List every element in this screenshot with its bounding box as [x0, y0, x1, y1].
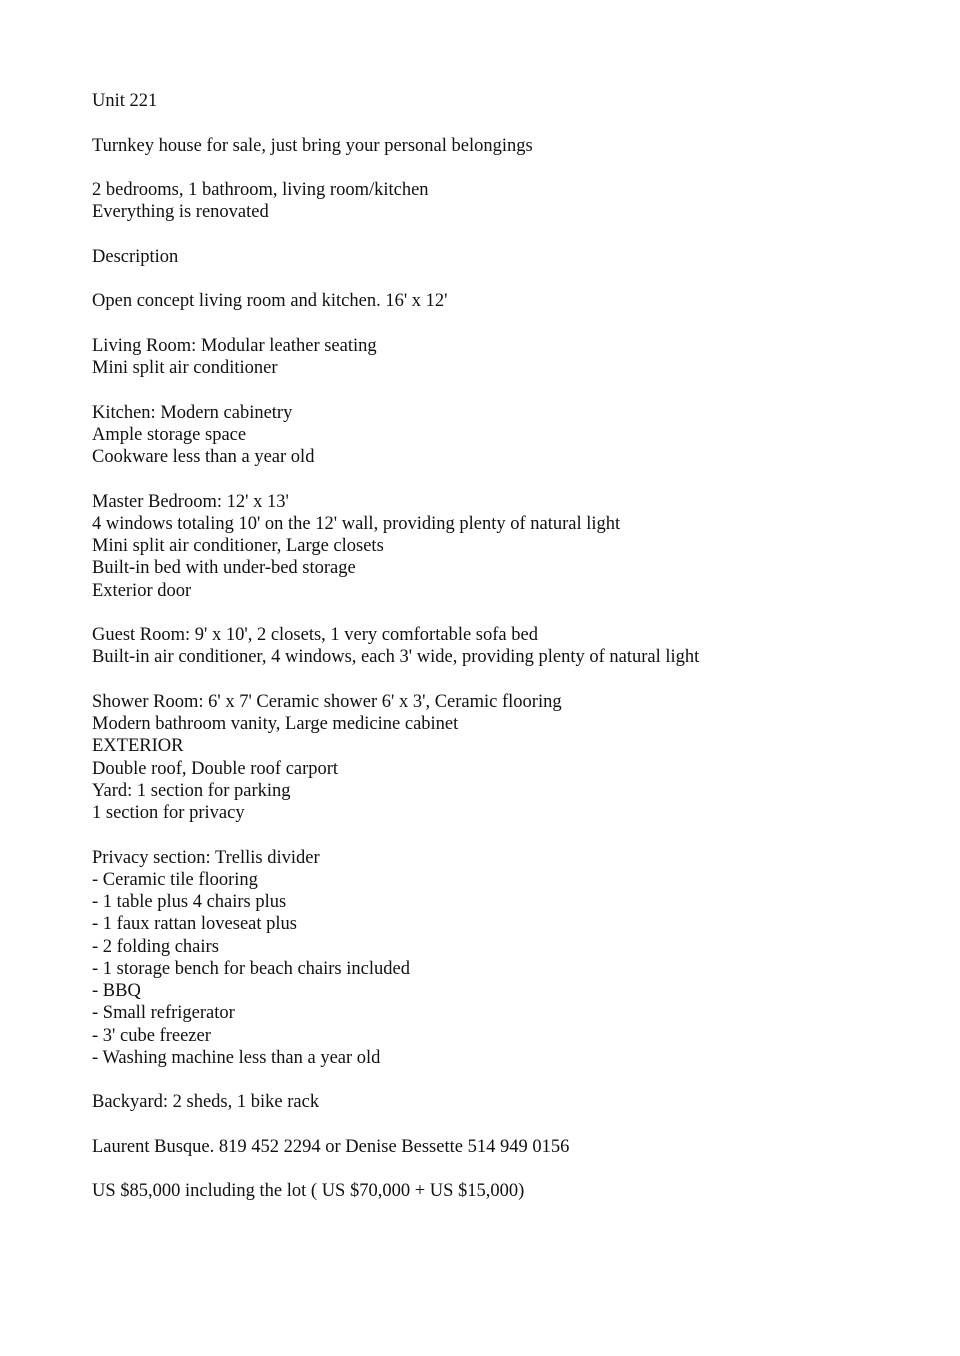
text-line: 2 bedrooms, 1 bathroom, living room/kitchen [92, 180, 429, 200]
paragraph [92, 1136, 932, 1158]
paragraph [92, 246, 932, 268]
text-line: Guest Room: 9' x 10', 2 closets, 1 very comfortable sofa bed [92, 625, 538, 645]
text-line: Mini split air conditioner, Large closets [92, 536, 384, 556]
text-line: Unit 221 [92, 91, 158, 111]
text-line: Kitchen: Modern cabinetry [92, 402, 293, 423]
text-line: 4 windows totaling 10' on the 12' wall, providing plenty of natural light [92, 513, 621, 534]
text-line: EXTERIOR [92, 736, 184, 757]
paragraph [92, 90, 932, 112]
document-page [92, 90, 932, 1225]
text-line: - 1 table plus 4 chairs plus [92, 892, 287, 912]
text-line: Backyard: 2 sheds, 1 bike rack [92, 1092, 320, 1113]
text-line: Cookware less than a year old [92, 447, 315, 467]
paragraph [92, 491, 932, 602]
text-line: Shower Room: 6' x 7' Ceramic shower 6' x 3', Ceramic flooring [92, 691, 562, 712]
text-line: Description [92, 246, 179, 267]
paragraph [92, 335, 932, 380]
text-line: Laurent Busque. 819 452 2294 or Denise Bessette 514 949 0156 [92, 1136, 570, 1157]
text-line: - 2 folding chairs [92, 936, 219, 957]
text-line: US $85,000 including the lot ( US $70,000 + US $15,000) [92, 1181, 525, 1202]
text-line: Modern bathroom vanity, Large medicine cabinet [92, 714, 459, 734]
text-line: Open concept living room and kitchen. 16' x 12' [92, 291, 448, 312]
text-line: Living Room: Modular leather seating [92, 335, 377, 356]
text-line: - BBQ [92, 981, 141, 1001]
paragraph [92, 691, 932, 825]
text-line: Built-in bed with under-bed storage [92, 558, 356, 579]
text-line: Mini split air conditioner [92, 358, 278, 378]
paragraph [92, 847, 932, 1070]
text-line: Double roof, Double roof carport [92, 758, 339, 779]
text-line: Turnkey house for sale, just bring your personal belongings [92, 135, 533, 156]
text-line: Yard: 1 section for parking [92, 780, 291, 801]
text-line: - 3' cube freezer [92, 1025, 211, 1046]
paragraph [92, 1091, 932, 1113]
text-line: - 1 storage bench for beach chairs included [92, 958, 410, 979]
paragraph [92, 290, 932, 312]
paragraph [92, 135, 932, 157]
text-line: - Small refrigerator [92, 1003, 235, 1024]
paragraph [92, 1180, 932, 1202]
text-line: Exterior door [92, 580, 192, 601]
text-line: Privacy section: Trellis divider [92, 847, 320, 868]
text-line: Built-in air conditioner, 4 windows, each 3' wide, providing plenty of natural light [92, 647, 700, 668]
text-line: Ample storage space [92, 424, 247, 445]
text-line: 1 section for privacy [92, 803, 245, 823]
paragraph [92, 402, 932, 469]
paragraph [92, 179, 932, 224]
text-line: Master Bedroom: 12' x 13' [92, 491, 289, 512]
paragraph [92, 624, 932, 669]
text-line: - 1 faux rattan loveseat plus [92, 914, 297, 935]
text-line: - Ceramic tile flooring [92, 869, 258, 890]
text-line: Everything is renovated [92, 202, 269, 223]
text-line: - Washing machine less than a year old [92, 1047, 381, 1068]
